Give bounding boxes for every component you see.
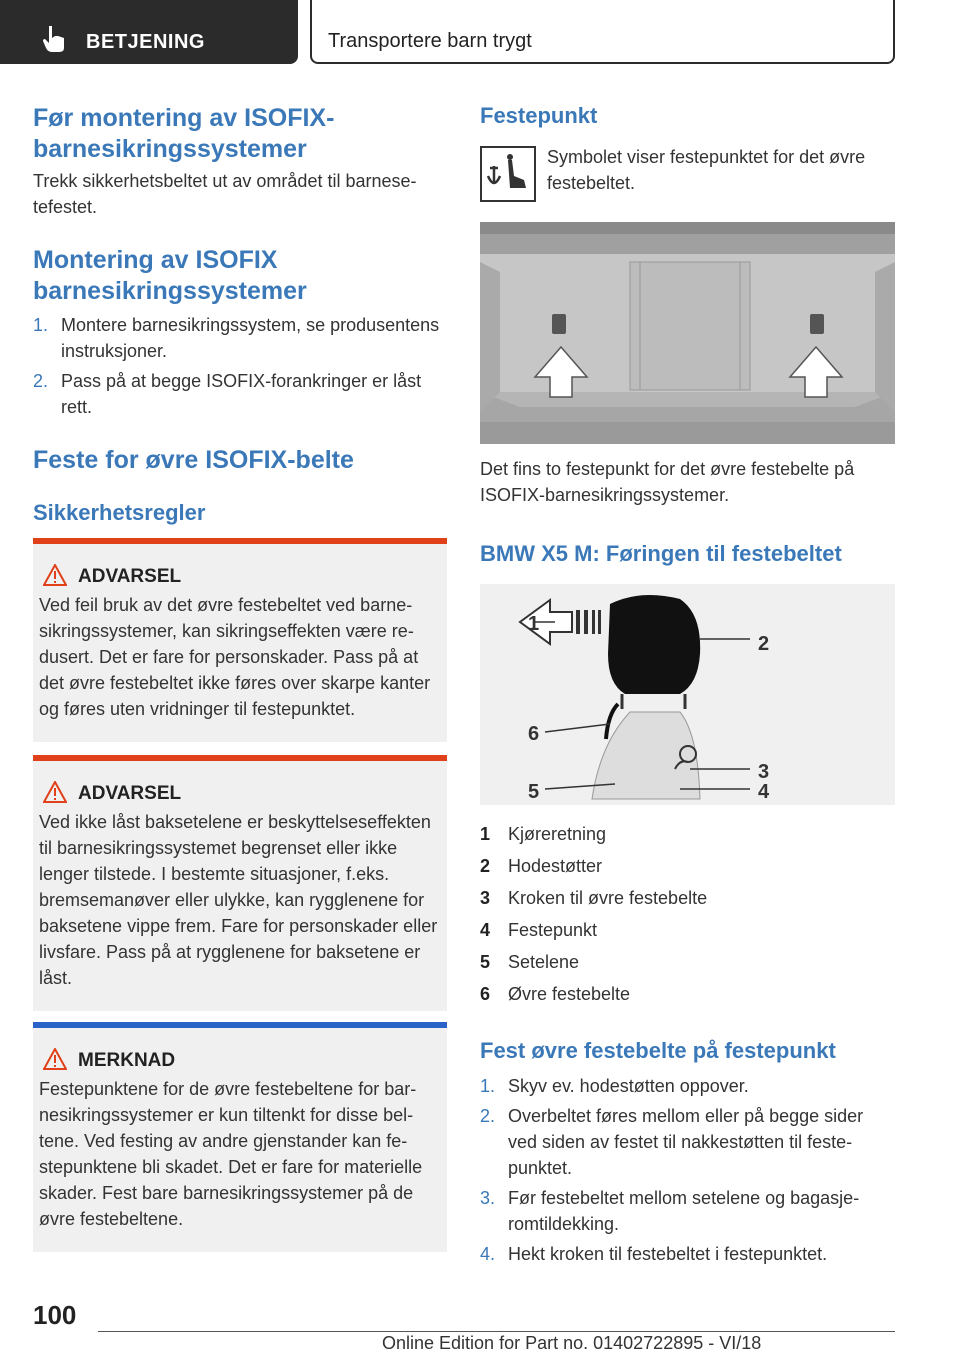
hand-icon bbox=[40, 24, 68, 54]
diagram-label: 4 bbox=[758, 781, 770, 803]
page-number: 100 bbox=[33, 1300, 77, 1330]
heading-safety-rules: Sikkerhetsregler bbox=[33, 500, 206, 525]
warning-bar bbox=[33, 538, 447, 544]
diagram-label: 3 bbox=[758, 761, 770, 783]
warning-title: ADVARSEL bbox=[78, 566, 182, 587]
legend-item: 1 Kjøreretning bbox=[480, 824, 607, 844]
list-item: 2. Overbeltet føres mellom eller på begge sider ved siden av festet til nakkestøtten til festepunktet. bbox=[480, 1106, 864, 1178]
legend-item: 6 Øvre festebelte bbox=[480, 984, 631, 1004]
list-item: 1. Montere barnesikringssystem, se produsentens instruksjoner. bbox=[33, 315, 440, 361]
warning-triangle-icon bbox=[43, 781, 67, 803]
anchor-points-photo bbox=[480, 222, 895, 444]
warning-triangle-icon bbox=[43, 564, 67, 586]
warning-text: Ved feil bruk av det øvre festebeltet ved barnesikringssystemer, kan sikringseffekten være redusert. Det er fare for personskader. Pass på at det øvre festebeltet ikke føres over skarpe kanter og føres uten vridninger til festepunktet. bbox=[39, 595, 431, 719]
notice-bar bbox=[33, 1022, 447, 1028]
symbol-description: Symbolet viser festepunktet for det øvre festebeltet. bbox=[547, 147, 866, 193]
warning-text: Ved ikke låst baksetelene er beskyttelseseffekten til barnesikringssystemet begrenset eller ikke lenger tilstede. I bestemte situasjoner, f.eks. bremsemanøver eller ulykke, kan rygglenene for baksetene vippe frem. Fare for personskader eller livsfare. Pass på at rygglenene for baksetene er låst. bbox=[39, 812, 438, 988]
heading-attach-belt: Fest øvre festebelte på festepunkt bbox=[480, 1038, 836, 1063]
warning-box bbox=[33, 755, 447, 1011]
paragraph-before-mounting: Trekk sikkerhetsbeltet ut av området til barnesetefestet. bbox=[33, 171, 417, 217]
diagram-label: 5 bbox=[528, 781, 540, 803]
legend-item: 4 Festepunkt bbox=[480, 920, 598, 940]
heading-bmw-x5m: BMW X5 M: Føringen til festebeltet bbox=[480, 541, 842, 566]
diagram-legend bbox=[480, 818, 707, 1010]
notice-box bbox=[33, 1022, 447, 1252]
notice-triangle-icon bbox=[43, 1048, 67, 1070]
diagram-label: 6 bbox=[528, 723, 540, 745]
heading-upper-belt: Feste for øvre ISOFIX-belte bbox=[33, 446, 354, 474]
edition-text: Online Edition for Part no. 01402722895 - VI/18 bbox=[382, 1333, 762, 1353]
mounting-steps bbox=[33, 312, 448, 424]
section-tab bbox=[0, 0, 298, 64]
headrest-diagram bbox=[480, 584, 895, 805]
legend-item: 5 Setelene bbox=[480, 952, 580, 972]
warning-box bbox=[33, 538, 447, 742]
photo-caption: Det fins to festepunkt for det øvre festebelte på ISOFIX-barnesikringssystemer. bbox=[480, 459, 855, 505]
attach-steps bbox=[480, 1073, 895, 1271]
notice-title: MERKNAD bbox=[78, 1050, 176, 1071]
heading-anchor-point: Festepunkt bbox=[480, 103, 598, 128]
page-header bbox=[0, 0, 960, 66]
footer-divider bbox=[98, 1331, 895, 1332]
section-label: BETJENING bbox=[86, 31, 205, 53]
child-seat-anchor-icon bbox=[480, 146, 536, 202]
heading-mounting: Montering av ISOFIX barnesikringssystemer bbox=[33, 246, 307, 305]
list-item: 3. Før festebeltet mellom setelene og bagasjeromtildekking. bbox=[480, 1188, 860, 1234]
diagram-label: 2 bbox=[758, 633, 770, 655]
legend-item: 2 Hodestøtter bbox=[480, 856, 603, 876]
warning-bar bbox=[33, 755, 447, 761]
notice-text: Festepunktene for de øvre festebeltene for barnesikringssystemer er kun tiltenkt for disse beltene. Ved festing av andre gjenstander kan festepunktene bli skadet. Det er fare for materielle skader. Fest bare barnesikringssystemer på de øvre festebeltene. bbox=[39, 1079, 423, 1229]
topic-label: Transportere barn trygt bbox=[328, 30, 532, 52]
legend-item: 3 Kroken til øvre festebelte bbox=[480, 888, 708, 908]
heading-before-mounting: Før montering av ISOFIX-barnesikringssystemer bbox=[33, 104, 335, 163]
warning-title: ADVARSEL bbox=[78, 783, 182, 804]
topic-tab bbox=[310, 0, 895, 64]
list-item: 2. Pass på at begge ISOFIX-forankringer er låst rett. bbox=[33, 371, 422, 417]
diagram-label: 1 bbox=[528, 613, 540, 635]
list-item: 4. Hekt kroken til festebeltet i festepunktet. bbox=[480, 1244, 828, 1264]
list-item: 1. Skyv ev. hodestøtten oppover. bbox=[480, 1076, 749, 1096]
